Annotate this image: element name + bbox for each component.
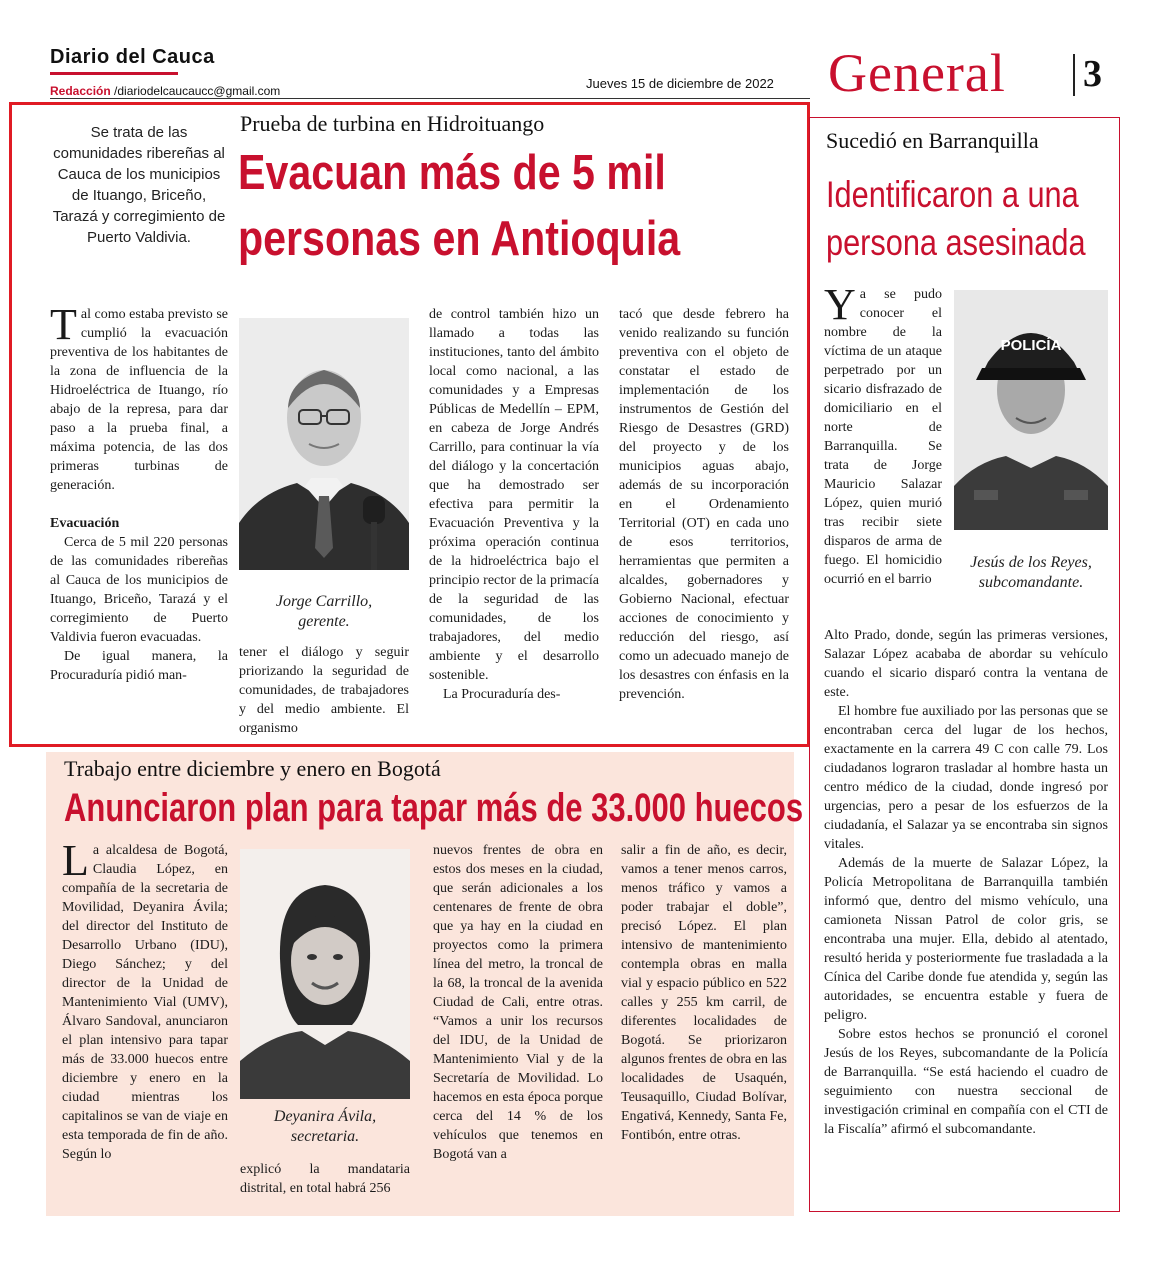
main-col1-subhead: Evacuación — [50, 516, 120, 531]
bottom-story-column-1 — [62, 836, 228, 1164]
deyanira-avila-photo — [240, 849, 410, 1099]
masthead: Diario del Cauca — [50, 46, 215, 68]
main-col2-text: tener el diálogo y seguir priorizando la seguridad de comunidades, de trabajadores y del medio ambiente. El organismo — [239, 645, 409, 736]
right-narrow-text: a se pudo conocer el nombre de la víctima de un ataque perpetrado por un sicario disfrazado de domiciliario en el norte de Barranquilla. Se trata de Jorge Mauricio Salazar López, quien murió tras recibir siete disparos de arma de fuego. El homicidio ocurrió en el barrio — [824, 287, 942, 587]
right-headline-line1: Identificaron a una — [826, 174, 1079, 215]
dropcap: L — [62, 836, 89, 885]
redaccion-line — [50, 84, 280, 98]
main-col4-text: tacó que desde febrero ha venido realizando su función preventiva con el objeto de constatar el estado de implementación de los instrumentos de Gestión del Riesgo de Desastres (GRD) del proyecto y de los municipios aguas abajo, además de su incorporación en el Ordenamiento Territorial (OT) en cada uno de esos territorios, herramientas que permiten a alcaldes, gobernadores y Gobierno Nacional, efectuar acciones de conocimiento y reducción del riesgo, así como un adecuado manejo de los desastres con énfasis en la prevención. — [619, 307, 789, 702]
right-story-narrow-column — [824, 280, 942, 589]
jorge-carrillo-caption — [239, 592, 409, 632]
right-headline-line2: persona asesinada — [826, 222, 1086, 263]
main-story-summary: Se trata de las comunidades ribereñas al Cauca de los municipios de Ituango, Briceño, Tarazá y corregimiento de Puerto Valdivia. — [52, 124, 226, 246]
dropcap: T — [50, 300, 77, 349]
right-story-kicker: Sucedió en Barranquilla — [826, 128, 1039, 153]
main-story-column-1 — [50, 300, 228, 685]
right-story-wide-column — [824, 626, 1108, 1139]
section-name: General — [828, 43, 1006, 103]
portrait-police-officer-illustration — [954, 290, 1108, 530]
bottom-story-column-4 — [621, 841, 787, 1145]
bottom-story-column-2 — [240, 1160, 410, 1198]
caption-role: subcomandante. — [978, 574, 1084, 591]
main-headline-line2: personas en Antioquia — [238, 212, 681, 266]
cap-badge-text: POLICÍA — [1000, 337, 1062, 354]
right-wide-p1: Alto Prado, donde, según las primeras versiones, Salazar López acababa de abordar su vehículo cuando el sicario disparó contra la ventana de este. — [824, 628, 1108, 700]
bottom-col3-text: nuevos frentes de obra en estos dos meses en la ciudad, que serán adicionales a los centenares de frente de obra que ya hay en la ciudad en proyectos como la primera línea del metro, la troncal de la 68, la troncal de la avenida Ciudad de Cali, entre otras. “Vamos a unir los recursos del IDU, de la Unidad de Mantenimiento Vial y de la Secretaría de Movilidad. Lo hacemos en esta época porque cerca del 14 % de los vehículos que tenemos en Bogotá van a — [433, 843, 603, 1162]
redaccion-label: Redacción — [50, 84, 111, 98]
issue-date: Jueves 15 de diciembre de 2022 — [586, 76, 774, 91]
portrait-woman-illustration — [240, 849, 410, 1099]
caption-name: Deyanira Ávila, — [273, 1108, 377, 1125]
dropcap: Y — [824, 280, 856, 329]
deyanira-avila-caption — [240, 1107, 410, 1147]
bottom-col1-text: a alcaldesa de Bogotá, Claudia López, en compañía de la secretaria de Movilidad, Deyanira Ávila; del director del Instituto de Desarrollo Urbano (IDU), Diego Sánchez; y del director de la Unidad de Mantenimiento Vial (UMV), Álvaro Sandoval, anunciaron el plan intensivo para tapar más de 33.000 huecos entre diciembre y enero en la ciudad mientras los capitalinos se van de viaje en esta temporada de fin de año. Según lo — [62, 843, 228, 1162]
section-divider — [1073, 54, 1075, 96]
right-wide-p2: El hombre fue auxiliado por las personas que se encontraban cerca del lugar de los hechos, exactamente en la carrera 49 C con calle 79. Los ciudadanos lograron trasladar al hombre hasta un centro médico de la ciudad, donde ingresó por urgencias, pero a pesar de los esfuerzos de la ciudadanía, el Salazar ya se encontraba sin signos vitales. — [824, 704, 1108, 852]
main-col1-p2: Cerca de 5 mil 220 personas de las comunidades ribereñas al Cauca de los municipios de Ituango, Briceño, Tarazá y el corregimiento de Puerto Valdivia fueron evacuadas. — [50, 535, 228, 645]
main-col1-p1: al como estaba previsto se cumplió la evacuación preventiva de los habitantes de la zona de influencia de la Hidroeléctrica de Ituango, río abajo de la represa, para dar paso a la prueba final, a máxima potencia, de las dos primeras turbinas de generación. — [50, 307, 228, 493]
bottom-story-column-3 — [433, 841, 603, 1164]
jorge-carrillo-photo — [239, 318, 409, 570]
bottom-story-headline: Anunciaron plan para tapar más de 33.000 huecos — [64, 786, 804, 830]
caption-role: gerente. — [298, 613, 350, 630]
right-wide-p4: Sobre estos hechos se pronunció el coronel Jesús de los Reyes, subcomandante de la Policía de Barranquilla. “Se está haciendo el cuadro de seguimiento con nuestra seccional de investigación criminal en compañía con el CTI de la Fiscalía” afirmó el subcomandante. — [824, 1027, 1108, 1137]
main-story-kicker: Prueba de turbina en Hidroituango — [240, 111, 545, 136]
right-wide-p3: Además de la muerte de Salazar López, la Policía Metropolitana de Barranquilla también informó que, dentro del mismo vehículo, una camioneta Nissan Patrol de color gris, se encontraba una mujer. Ella, debido al atentado, resultó herida y posteriormente fue trasladada a la Cínica del Caribe donde fue atendida y, según las autoridades, se encuentra estable y fuera de peligro. — [824, 856, 1108, 1023]
jesus-de-los-reyes-caption — [950, 553, 1112, 593]
caption-name: Jorge Carrillo, — [275, 593, 373, 610]
main-story-column-3 — [429, 305, 599, 704]
main-col3-p2: La Procuraduría des- — [443, 687, 561, 702]
main-col3-text: de control también hizo un llamado a todas las instituciones, tanto del ámbito local como nacional, a las comunidades y a Empresas Públicas de Medellín – EPM, en cabeza de Jorge Andrés Carrillo, para continuar la vía del diálogo y la concertación que ha demostrado ser efectiva para permitir la Evacuación Preventiva y la próxima operación continua de la hidroeléctrica bajo el principio rector de la primacía de la seguridad de las comunidades, de los trabajadores, del medio ambiente y el desarrollo sostenible. — [429, 307, 599, 683]
main-col1-p3: De igual manera, la Procuraduría pidió man- — [50, 649, 228, 683]
masthead-rule — [50, 72, 178, 75]
caption-name: Jesús de los Reyes, — [970, 554, 1092, 571]
portrait-man-illustration — [239, 318, 409, 570]
page-number: 3 — [1083, 53, 1102, 95]
header-rule — [50, 98, 810, 99]
caption-role: secretaria. — [290, 1128, 360, 1145]
bottom-story-kicker: Trabajo entre diciembre y enero en Bogotá — [64, 756, 441, 781]
main-story-column-2 — [239, 643, 409, 738]
main-story-headline — [238, 140, 717, 272]
jesus-de-los-reyes-photo — [954, 290, 1108, 530]
bottom-col2-text: explicó la mandataria distrital, en total habrá 256 — [240, 1162, 410, 1196]
main-headline-line1: Evacuan más de 5 mil — [238, 146, 666, 200]
right-story-headline — [826, 171, 1086, 267]
main-story-column-4 — [619, 305, 789, 704]
redaccion-email: /diariodelcaucaucc@gmail.com — [114, 84, 281, 98]
bottom-col4-text: salir a fin de año, es decir, vamos a tener menos carros, menos tráfico y vamos a poder trabajar el doble”, precisó López. El plan intensivo de mantenimiento contempla obras en malla vial y espacio público en 522 calles y 255 km carril, de diferentes localidades de Bogotá. Se priorizaron algunos frentes de obra en las localidades de Usaquén, Teusaquillo, Ciudad Bolívar, Engativá, Kennedy, Santa Fe, Fontibón, entre otras. — [621, 843, 787, 1143]
